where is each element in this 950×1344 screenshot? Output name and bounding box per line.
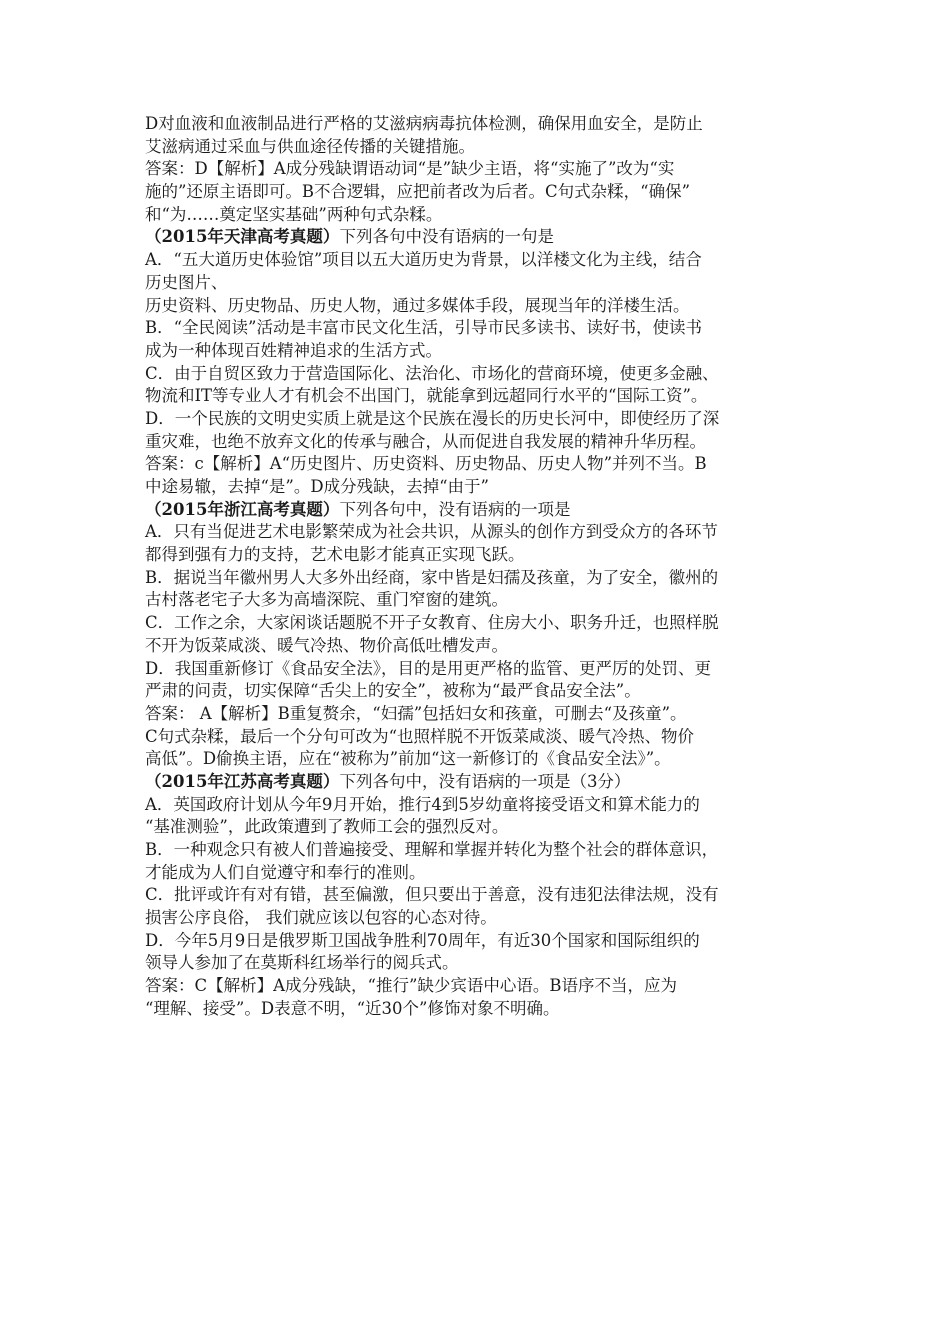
line-text: “基准测验”，此政策遭到了教师工会的强烈反对。 [145, 817, 509, 837]
text-line [145, 272, 815, 295]
line-text: 和“为……奠定坚实基础”两种句式杂糅。 [145, 204, 443, 224]
text-line [145, 748, 815, 771]
text-line [145, 181, 815, 204]
line-text: D．我国重新修订《食品安全法》，目的是用更严格的监管、更严厉的处罚、更 [145, 658, 711, 678]
text-line [145, 249, 815, 272]
line-text: 施的”还原主语即可。B不合逻辑，应把前者改为后者。C句式杂糅，“确保” [145, 182, 691, 202]
line-text: D．今年5月9日是俄罗斯卫国战争胜利70周年，有近30个国家和国际组织的 [145, 930, 700, 950]
line-text: 古村落老宅子大多为高墙深院、重门窄窗的建筑。 [145, 590, 508, 610]
question-prompt: 下列各句中，没有语病的一项是 [339, 499, 571, 519]
text-line [145, 113, 815, 136]
text-line [145, 998, 815, 1021]
text-line [145, 295, 815, 318]
line-text: A．只有当促进艺术电影繁荣成为社会共识，从源头的创作方到受众方的各环节 [145, 522, 718, 542]
text-line [145, 363, 815, 386]
line-text: C．工作之余，大家闲谈话题脱不开子女教育、住房大小、职务升迁，也照样脱 [145, 613, 719, 633]
question-heading-line [145, 226, 815, 249]
text-line [145, 431, 815, 454]
line-text: 严肃的问责，切实保障“舌尖上的安全”，被称为“最严食品安全法”。 [145, 681, 641, 701]
text-line [145, 612, 815, 635]
document-body [145, 113, 815, 1021]
text-line [145, 521, 815, 544]
question-prompt: 下列各句中没有语病的一句是 [339, 227, 554, 247]
line-text: 领导人参加了在莫斯科红场举行的阅兵式。 [145, 953, 459, 973]
line-text: D．一个民族的文明史实质上就是这个民族在漫长的历史长河中，即使经历了深 [145, 408, 720, 428]
line-text: C．批评或许有对有错，甚至偏激，但只要出于善意，没有违犯法律法规，没有 [145, 885, 719, 905]
line-text: 损害公序良俗， 我们就应该以包容的心态对待。 [145, 908, 497, 928]
text-line [145, 158, 815, 181]
line-text: 历史资料、历史物品、历史人物，通过多媒体手段，展现当年的洋楼生活。 [145, 295, 690, 315]
line-text: 重灾难，也绝不放弃文化的传承与融合，从而促进自我发展的精神升华历程。 [145, 431, 706, 451]
line-text: 都得到强有力的支持，艺术电影才能真正实现飞跃。 [145, 545, 525, 565]
line-text: C．由于自贸区致力于营造国际化、法治化、市场化的营商环境，使更多金融、 [145, 363, 719, 383]
line-text: B．据说当年徽州男人大多外出经商，家中皆是妇孺及孩童，为了安全，徽州的 [145, 567, 719, 587]
text-line [145, 862, 815, 885]
text-line [145, 408, 815, 431]
text-line [145, 975, 815, 998]
line-text: “理解、接受”。D表意不明，“近30个”修饰对象不明确。 [145, 998, 560, 1018]
question-source: （2015年浙江高考真题） [145, 499, 340, 519]
line-text: 物流和IT等专业人才有机会不出国门，就能拿到远超同行水平的“国际工资”。 [145, 386, 708, 406]
line-text: 不开为饭菜咸淡、暖气冷热、物价高低吐槽发声。 [145, 635, 508, 655]
line-text: 答案：c【解析】A“历史图片、历史资料、历史物品、历史人物”并列不当。B [145, 454, 707, 474]
text-line [145, 816, 815, 839]
text-line [145, 907, 815, 930]
question-source: （2015年江苏高考真题） [145, 771, 340, 791]
line-text: 答案： A【解析】B重复赘余，“妇孺”包括妇女和孩童，可删去“及孩童”。 [145, 703, 687, 723]
text-line [145, 952, 815, 975]
text-line [145, 839, 815, 862]
line-text: 中途易辙，去掉“是”。D成分残缺，去掉“由于” [145, 477, 489, 496]
text-line [145, 703, 815, 726]
text-line [145, 658, 815, 681]
line-text: D对血液和血液制品进行严格的艾滋病病毒抗体检测，确保用血安全，是防止 [145, 114, 703, 133]
line-text: C句式杂糅，最后一个分句可改为“也照样脱不开饭菜咸淡、暖气冷热、物价 [145, 726, 695, 746]
question-heading-line [145, 499, 815, 522]
text-line [145, 726, 815, 749]
question-heading-line [145, 771, 815, 794]
line-text: 成为一种体现百姓精神追求的生活方式。 [145, 340, 442, 360]
text-line [145, 567, 815, 590]
line-text: 答案：D【解析】A成分残缺谓语动词“是”缺少主语，将“实施了”改为“实 [145, 159, 675, 179]
line-text: 答案：C【解析】A成分残缺，“推行”缺少宾语中心语。B语序不当，应为 [145, 976, 678, 996]
text-line [145, 589, 815, 612]
text-line [145, 635, 815, 658]
text-line [145, 794, 815, 817]
line-text: 才能成为人们自觉遵守和奉行的准则。 [145, 862, 426, 882]
text-line [145, 453, 815, 476]
text-line [145, 317, 815, 340]
line-text: 艾滋病通过采血与供血途径传播的关键措施。 [145, 136, 475, 156]
question-prompt: 下列各句中，没有语病的一项是（3分） [339, 771, 631, 791]
text-line [145, 544, 815, 567]
line-text: B．“全民阅读”活动是丰富市民文化生活，引导市民多读书、读好书，使读书 [145, 318, 702, 338]
text-line [145, 340, 815, 363]
text-line [145, 385, 815, 408]
line-text: 高低”。D偷换主语，应在“被称为”前加“这一新修订的《食品安全法》”。 [145, 749, 671, 769]
text-line [145, 884, 815, 907]
text-line [145, 136, 815, 159]
text-line [145, 680, 815, 703]
text-line [145, 930, 815, 953]
line-text: 历史图片、 [145, 272, 228, 292]
text-line [145, 204, 815, 227]
question-source: （2015年天津高考真题） [145, 227, 340, 247]
line-text: A．“五大道历史体验馆”项目以五大道历史为背景，以洋楼文化为主线，结合 [145, 250, 702, 270]
line-text: A．英国政府计划从今年9月开始，推行4到5岁幼童将接受语文和算术能力的 [145, 794, 700, 814]
line-text: B．一种观念只有被人们普遍接受、理解和掌握并转化为整个社会的群体意识， [145, 840, 719, 859]
text-line [145, 476, 815, 499]
